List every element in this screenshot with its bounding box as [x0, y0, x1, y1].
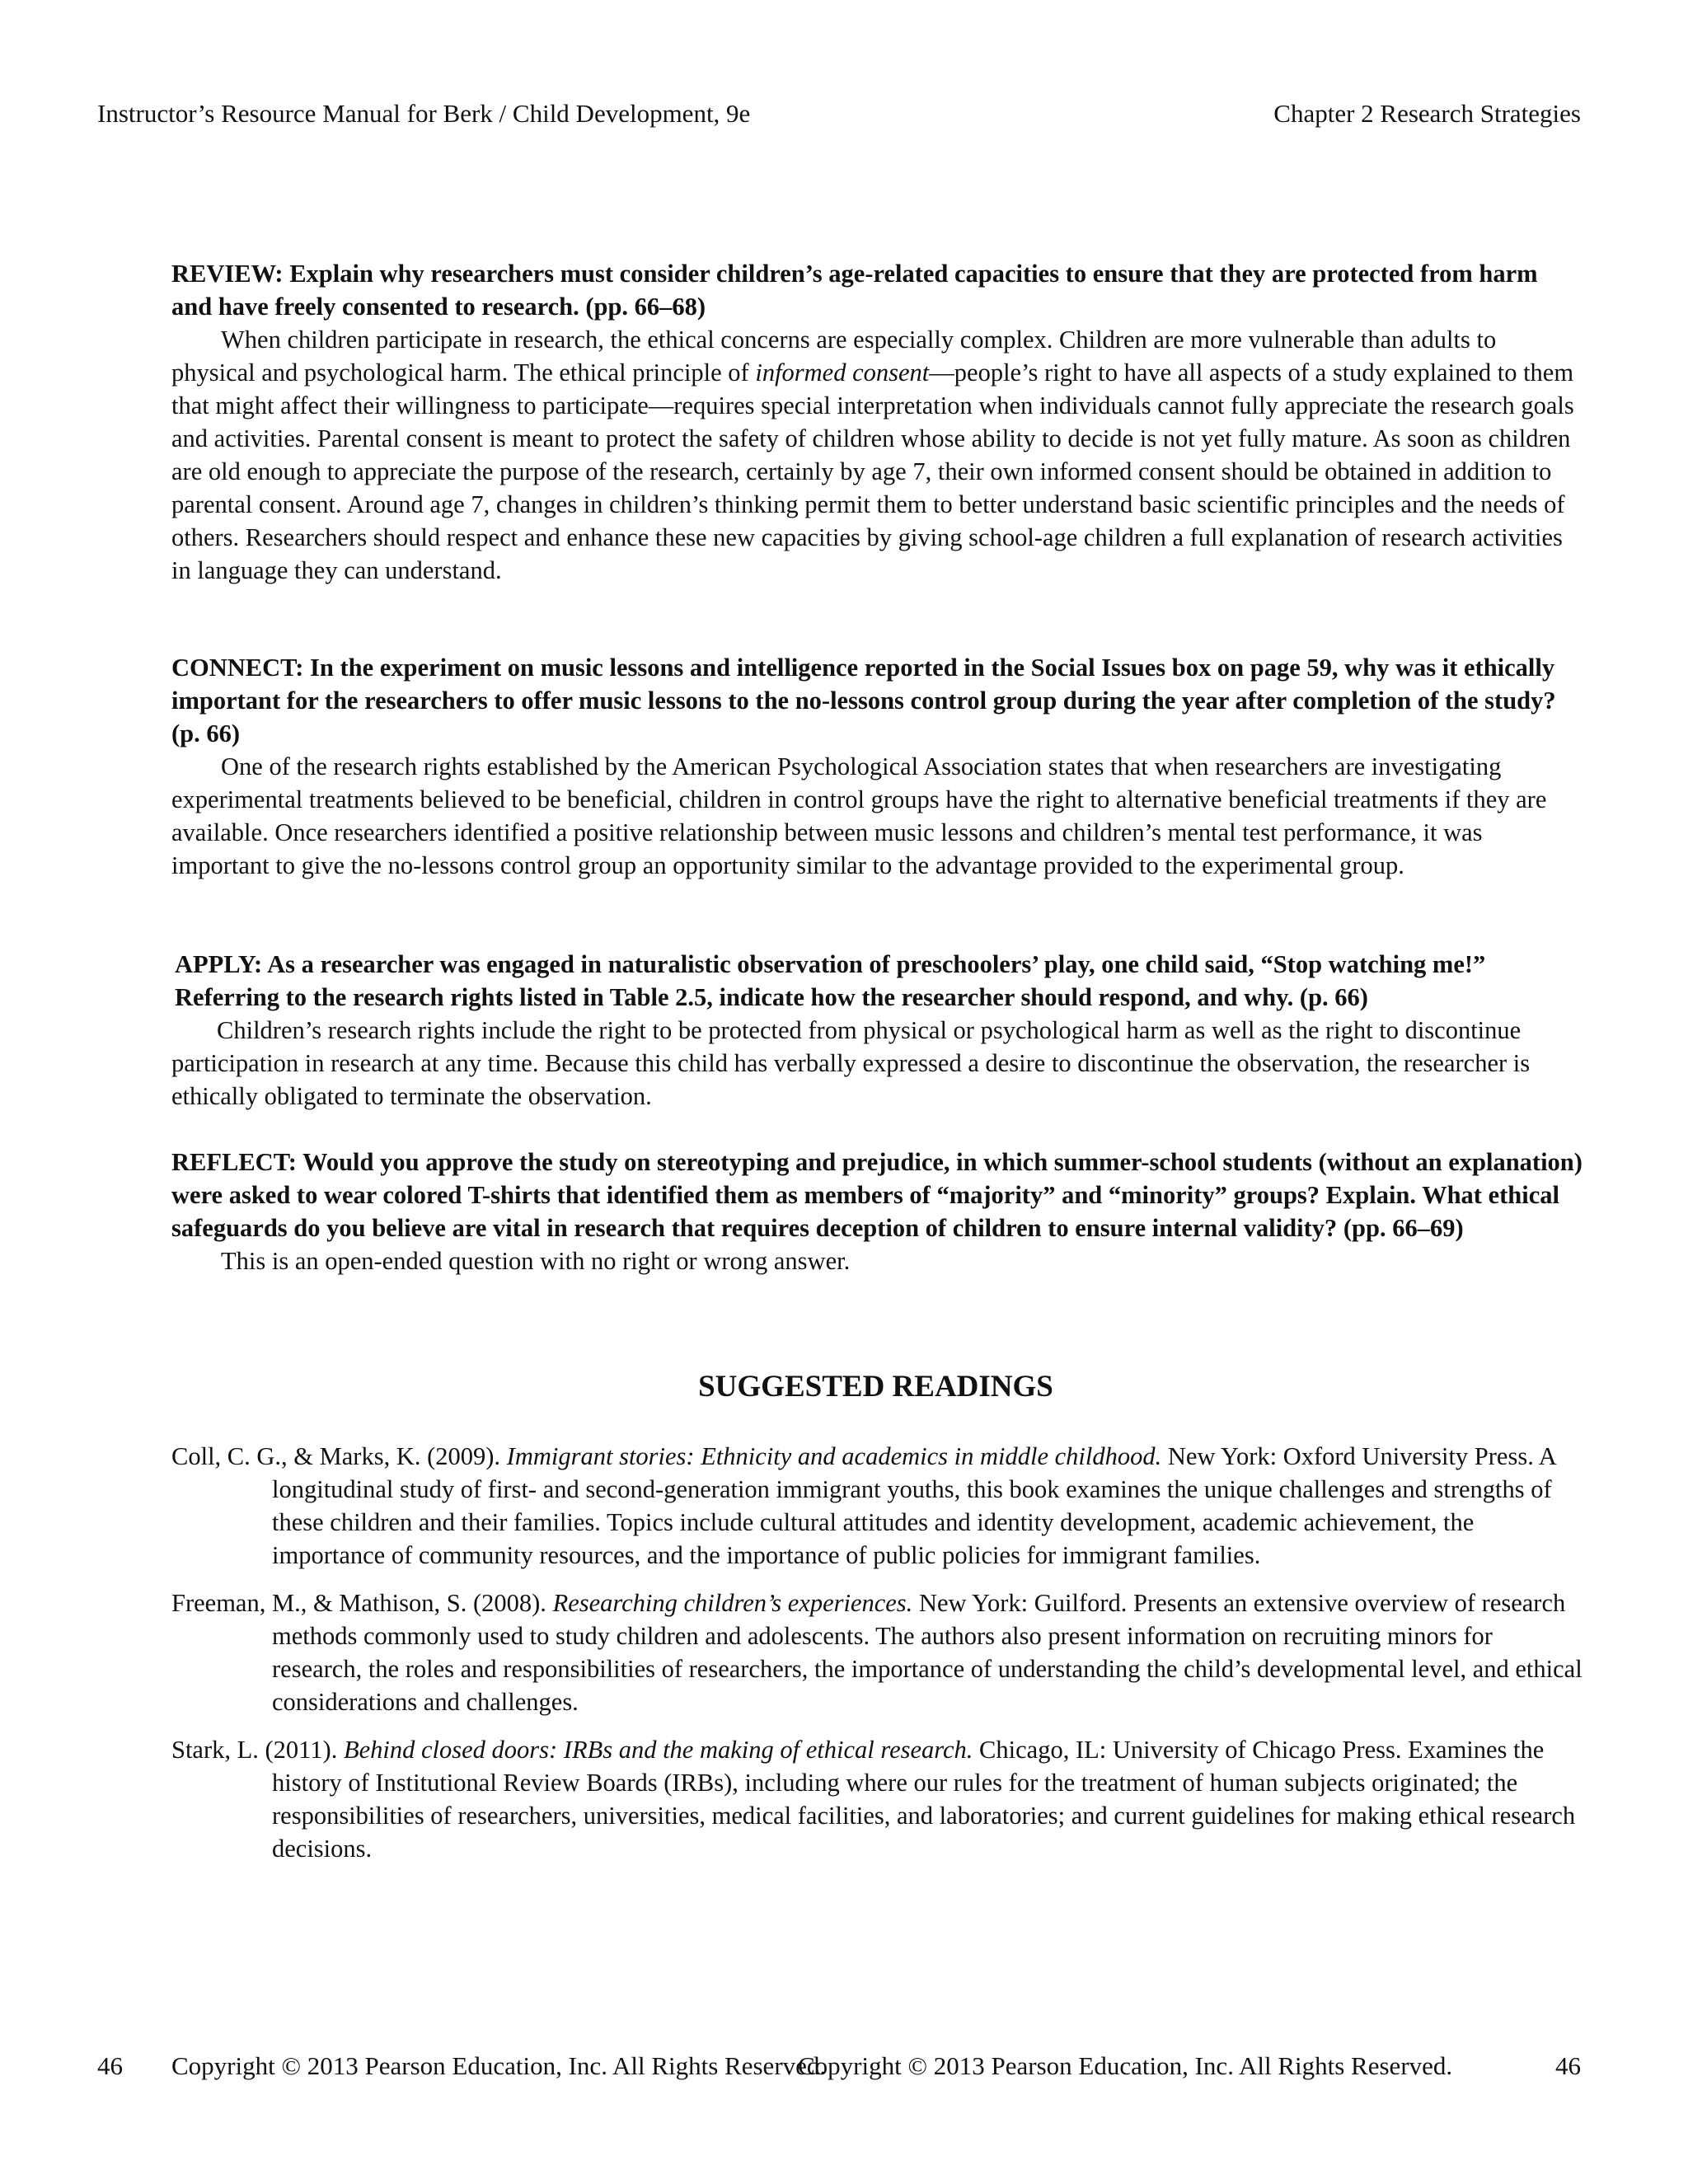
reading-title: Immigrant stories: Ethnicity and academics in middle childhood.: [506, 1442, 1162, 1470]
apply-question: APPLY: As a researcher was engaged in naturalistic observation of preschoolers’ play, one child said, “Stop watching me!” Referring to the research rights listed in Table 2.5, indicate how the researcher should respond, and why. (p. 66): [175, 950, 1486, 1011]
reading-entry: [171, 1733, 1582, 1865]
connect-section: [171, 651, 1582, 882]
running-header-left: Instructor’s Resource Manual for Berk / Child Development, 9e: [97, 99, 751, 128]
footer-copyright-right: Copyright © 2013 Pearson Education, Inc. All Rights Reserved.: [798, 2051, 1453, 2080]
footer-page-number-right: 46: [1555, 2051, 1581, 2080]
review-question: REVIEW: Explain why researchers must consider children’s age-related capacities to ensure that they are protected from harm and have freely consented to research. (pp. 66–68): [171, 260, 1538, 321]
reading-description: Chicago, IL: University of Chicago Press. Examines the history of Institutional Review Boards (IRBs), including where our rules for the treatment of human subjects originated; the responsibilities of researchers, universities, medical facilities, and laboratories; and current guidelines for making ethical research decisions.: [272, 1736, 1576, 1863]
connect-question: CONNECT: In the experiment on music lessons and intelligence reported in the Social Issues box on page 59, why was it ethically important for the researchers to offer music lessons to the no-lessons control group during the year after completion of the study? (p. 66): [171, 654, 1556, 748]
reading-description: New York: Oxford University Press. A longitudinal study of first- and second-generation immigrant youths, this book examines the unique challenges and strengths of these children and their families. Topics include cultural attitudes and identity development, academic achievement, the importance of community resources, and the importance of public policies for immigrant families.: [272, 1442, 1556, 1569]
reading-authors: Stark, L. (2011).: [171, 1736, 344, 1764]
review-answer: [171, 323, 1582, 587]
reading-entry: [171, 1440, 1582, 1572]
informed-consent-term: informed consent: [755, 359, 930, 387]
review-answer-part-1: When children participate in research, the ethical concerns are especially complex. Children are more vulnerable than adults to physical and psychological harm. The ethical principle of: [171, 326, 1497, 387]
reading-title: Behind closed doors: IRBs and the making of ethical research.: [343, 1736, 973, 1764]
apply-section: [171, 948, 1582, 1113]
reflect-section: [171, 1146, 1582, 1277]
suggested-readings-heading: SUGGESTED READINGS: [698, 1370, 1053, 1404]
footer-page-number-left: 46: [97, 2051, 123, 2080]
reflect-answer: This is an open-ended question with no right or wrong answer.: [221, 1247, 851, 1275]
connect-answer: One of the research rights established by the American Psychological Association states that when researchers are investigating experimental treatments believed to be beneficial, children in control groups have the right to alternative beneficial treatments if they are available. Once researchers identified a positive relationship between music lessons and children’s mental test performance, it was important to give the no-lessons control group an opportunity similar to the advantage provided to the experimental group.: [171, 752, 1547, 879]
review-answer-part-2: —people’s right to have all aspects of a study explained to them that might affect their willingness to participate—requires special interpretation when individuals cannot fully appreciate the research goals and activities. Parental consent is meant to protect the safety of children whose ability to decide is not yet fully mature. As soon as children are old enough to appreciate the purpose of the research, certainly by age 7, their own informed consent should be obtained in addition to parental consent. Around age 7, changes in children’s thinking permit them to better understand basic scientific principles and the needs of others. Researchers should respect and enhance these new capacities by giving school-age children a full explanation of research activities in language they can understand.: [171, 359, 1574, 584]
running-header-right: Chapter 2 Research Strategies: [1273, 99, 1581, 128]
reading-authors: Coll, C. G., & Marks, K. (2009).: [171, 1442, 507, 1470]
review-section: [171, 257, 1582, 587]
reflect-question: REFLECT: Would you approve the study on stereotyping and prejudice, in which summer-school students (without an explanation) were asked to wear colored T-shirts that identified them as members of “majority” and “minority” groups? Explain. What ethical safeguards do you believe are vital in research that requires deception of children to ensure internal validity? (pp. 66–69): [171, 1148, 1582, 1242]
footer-copyright-left: Copyright © 2013 Pearson Education, Inc. All Rights Reserved.: [171, 2051, 827, 2080]
reading-title: Researching children’s experiences.: [552, 1589, 913, 1617]
reading-description: New York: Guilford. Presents an extensive overview of research methods commonly used to study children and adolescents. The authors also present information on recruiting minors for research, the roles and responsibilities of researchers, the importance of understanding the child’s developmental level, and ethical considerations and challenges.: [272, 1589, 1582, 1716]
apply-answer: Children’s research rights include the right to be protected from physical or psychological harm as well as the right to discontinue participation in research at any time. Because this child has verbally expressed a desire to discontinue the observation, the researcher is ethically obligated to terminate the observation.: [171, 1016, 1531, 1110]
reading-authors: Freeman, M., & Mathison, S. (2008).: [171, 1589, 553, 1617]
reading-entry: [171, 1586, 1582, 1718]
